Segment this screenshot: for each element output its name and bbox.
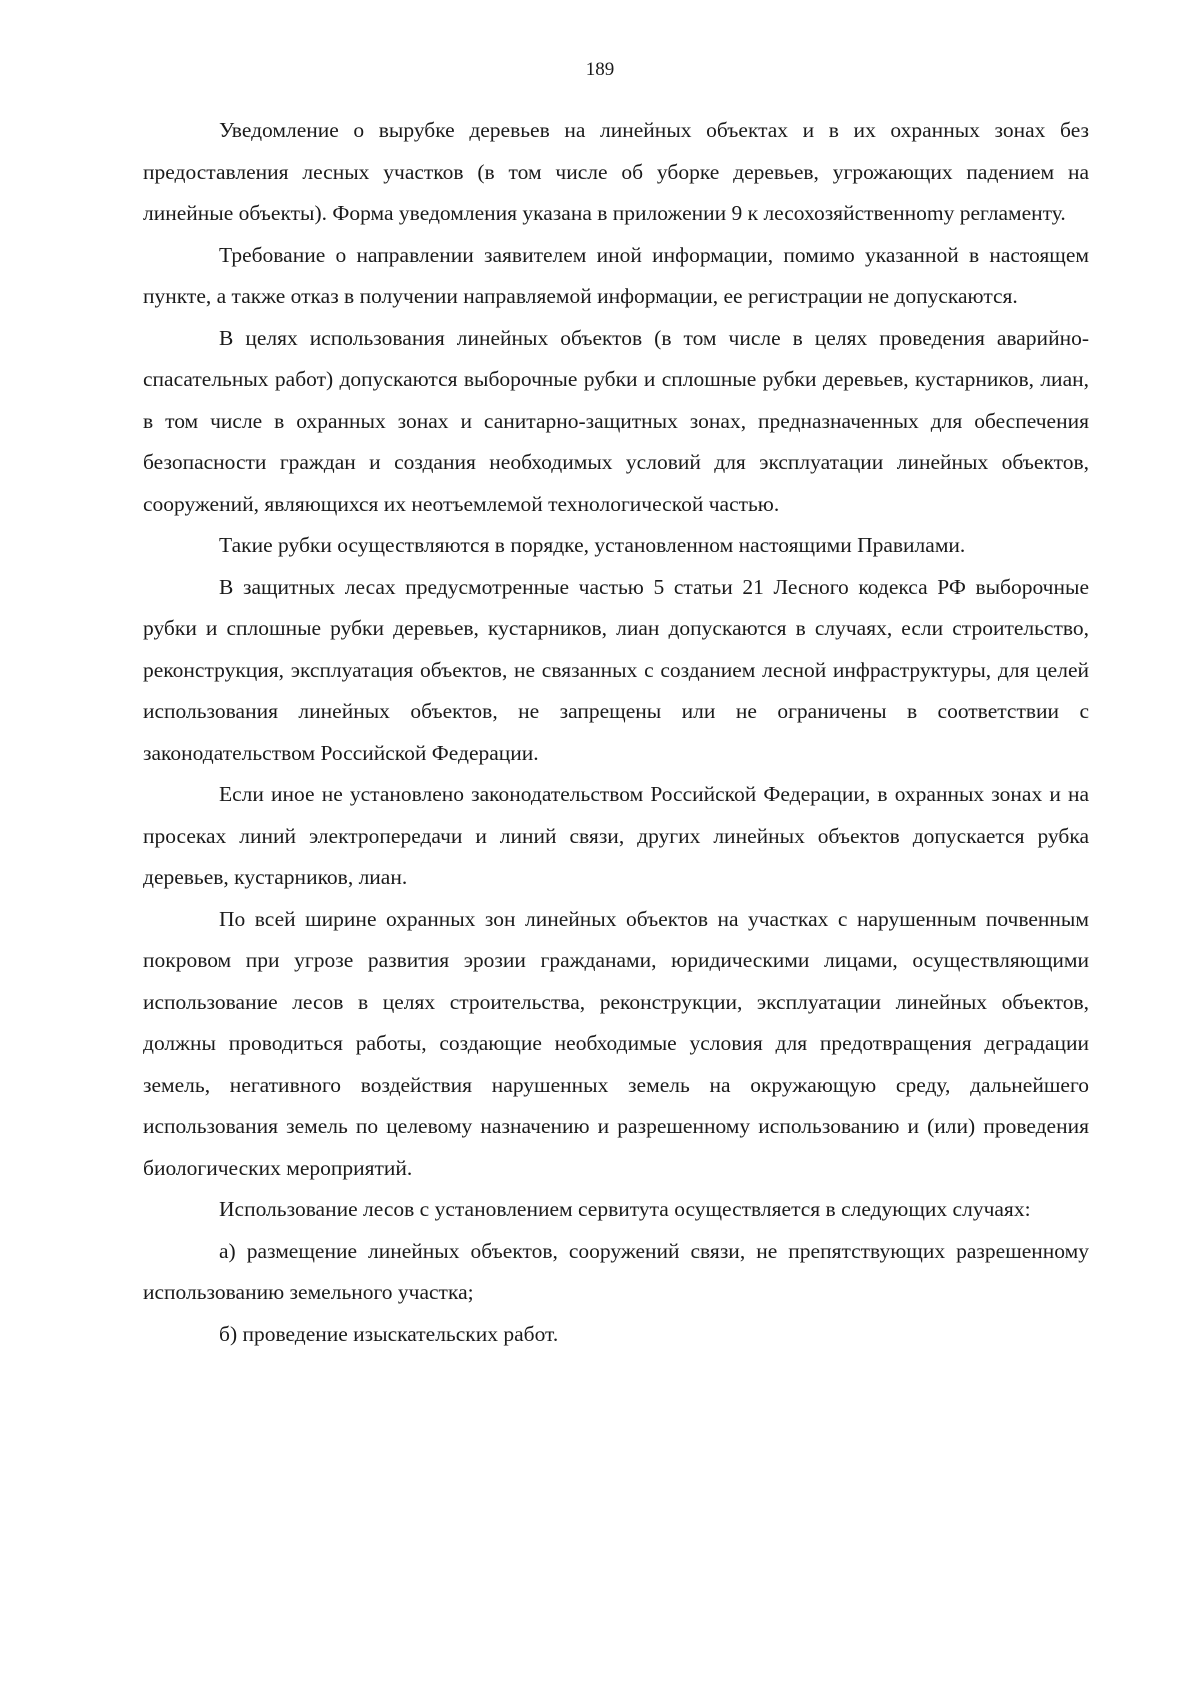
- paragraph-tree-felling-notice: Уведомление о вырубке деревьев на линейных объектах и в их охранных зонах без предоставления лесных участков (в том числе об уборке деревьев, угрожающих падением на линейные объекты). Форма уведомления указана в приложении 9 к лесохозяйственноmу регламенту.: [143, 118, 1089, 225]
- paragraph-power-line-clearings: Если иное не установлено законодательством Российской Федерации, в охранных зонах и на просеках линий электропередачи и линий связи, других линейных объектов допускается рубка деревьев, кустарников, лиан.: [143, 782, 1089, 889]
- paragraph-soil-erosion-works: По всей ширине охранных зон линейных объектов на участках с нарушенным почвенным покровом при угрозе развития эрозии гражданами, юридическими лицами, осуществляющими использование лесов в целях строительства, реконструкции, эксплуатации линейных объектов, должны проводиться работы, создающие необходимые условия для предотвращения деградации земель, негативного воздействия нарушенных земель на окружающую среду, дальнейшего использования земель по целевому назначению и разрешенному использованию и (или) проведения биологических мероприятий.: [143, 906, 1089, 1180]
- document-body: [143, 110, 1089, 1355]
- paragraph-felling-procedure: Такие рубки осуществляются в порядке, установленном настоящими Правилами.: [219, 533, 966, 557]
- paragraph-additional-info-requirement: Требование о направлении заявителем иной информации, помимо указанной в настоящем пункте, а также отказ в получении направляемой информации, ее регистрации не допускаются.: [143, 242, 1089, 308]
- paragraph-linear-objects-felling: В целях использования линейных объектов (в том числе в целях проведения аварийно-спасательных работ) допускаются выборочные рубки и сплошные рубки деревьев, кустарников, лиан, в том числе в охранных зонах и санитарно-защитных зонах, предназначенных для обеспечения безопасности граждан и создания необходимых условий для эксплуатации линейных объектов, сооружений, являющихся их неотъемлемой технологической частью.: [143, 325, 1089, 516]
- page-number: 189: [585, 59, 615, 80]
- paragraph-protective-forests: В защитных лесах предусмотренные частью 5 статьи 21 Лесного кодекса РФ выборочные рубки и сплошные рубки деревьев, кустарников, лиан допускаются в случаях, если строительство, реконструкция, эксплуатация объектов, не связанных с созданием лесной инфраструктуры, для целей использования линейных объектов, не запрещены или не ограничены в соответствии с законодательством Российской Федерации.: [143, 574, 1089, 765]
- list-item-a: а) размещение линейных объектов, сооружений связи, не препятствующих разрешенному использованию земельного участка;: [143, 1238, 1089, 1304]
- list-item-b: б) проведение изыскательских работ.: [219, 1321, 559, 1346]
- paragraph-servitude-cases: Использование лесов с установлением сервитута осуществляется в следующих случаях:: [219, 1197, 1031, 1221]
